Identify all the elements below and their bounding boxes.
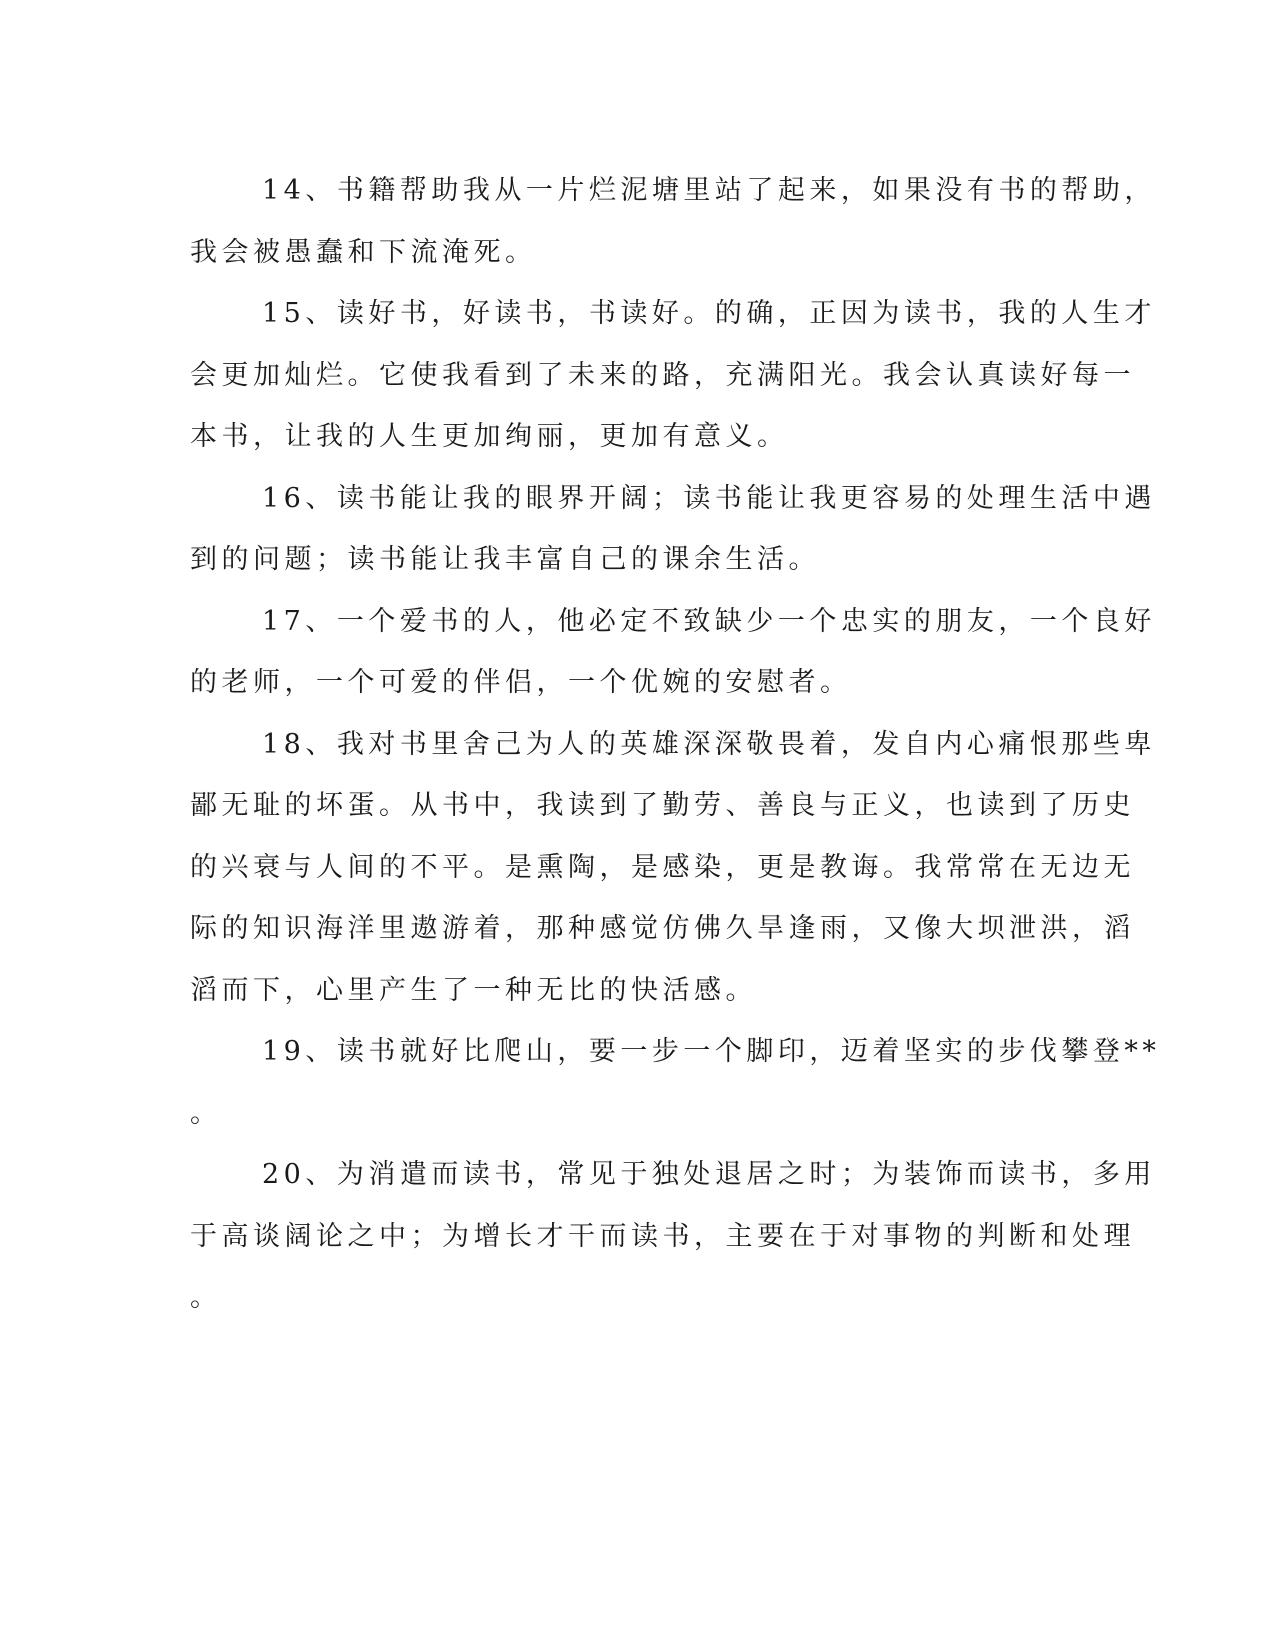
paragraph-17	[190, 591, 1156, 714]
paragraph-18	[190, 714, 1156, 1022]
paragraph-19	[190, 1021, 1161, 1144]
paragraph-line: 19、读书就好比爬山，要一步一个脚印，迈着坚实的步伐攀登**	[262, 1036, 1161, 1067]
paragraph-line: 会更加灿烂。它使我看到了未来的路，充满阳光。我会认真读好每一	[190, 359, 1135, 391]
paragraph-line: 的兴衰与人间的不平。是熏陶，是感染，更是教诲。我常常在无边无	[190, 851, 1135, 883]
paragraph-line: 16、读书能让我的眼界开阔；读书能让我更容易的处理生活中遇	[262, 482, 1156, 514]
paragraph-16	[190, 468, 1156, 591]
paragraph-line: 我会被愚蠢和下流淹死。	[190, 236, 537, 268]
paragraph-line: 滔而下，心里产生了一种无比的快活感。	[190, 974, 757, 1006]
paragraph-14	[190, 160, 1156, 283]
paragraph-20	[190, 1144, 1156, 1329]
paragraph-15	[190, 283, 1156, 468]
paragraph-line: 20、为消遣而读书，常见于独处退居之时；为装饰而读书，多用	[262, 1159, 1156, 1190]
paragraph-line: 15、读好书，好读书，书读好。的确，正因为读书，我的人生才	[262, 298, 1156, 329]
paragraph-line: 。	[190, 1282, 222, 1313]
paragraph-line: 到的问题；读书能让我丰富自己的课余生活。	[190, 544, 820, 575]
paragraph-line: 14、书籍帮助我从一片烂泥塘里站了起来，如果没有书的帮助，	[262, 175, 1156, 206]
paragraph-line: 鄙无耻的坏蛋。从书中，我读到了勤劳、善良与正义，也读到了历史	[190, 790, 1135, 821]
paragraph-line: 。	[190, 1097, 222, 1129]
paragraph-line: 17、一个爱书的人，他必定不致缺少一个忠实的朋友，一个良好	[262, 605, 1156, 637]
paragraph-line: 18、我对书里舍己为人的英雄深深敬畏着，发自内心痛恨那些卑	[262, 728, 1156, 760]
paragraph-line: 际的知识海洋里遨游着，那种感觉仿佛久旱逢雨，又像大坝泄洪，滔	[190, 913, 1135, 944]
paragraph-line: 本书，让我的人生更加绚丽，更加有意义。	[190, 421, 789, 452]
document-body	[190, 160, 1161, 1329]
paragraph-line: 于高谈阔论之中；为增长才干而读书，主要在于对事物的判断和处理	[190, 1220, 1135, 1252]
paragraph-line: 的老师，一个可爱的伴侣，一个优婉的安慰者。	[190, 667, 852, 698]
